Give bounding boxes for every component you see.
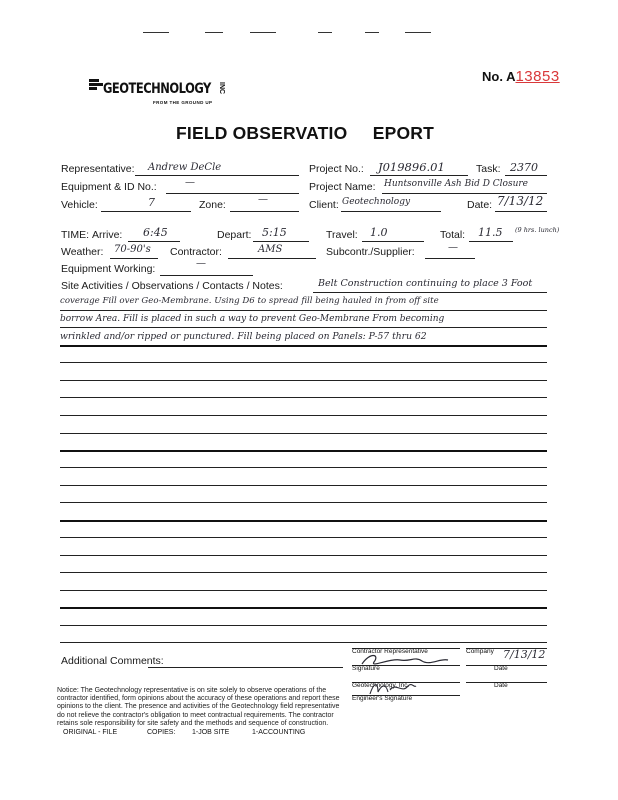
scan-mark bbox=[250, 32, 276, 33]
form-number-value: 13853 bbox=[515, 68, 560, 85]
client-line bbox=[341, 211, 441, 212]
equipment-working-label: Equipment Working: bbox=[61, 263, 156, 275]
ruled-line bbox=[60, 415, 547, 416]
logo-mark-icon bbox=[88, 78, 104, 92]
task-line bbox=[505, 175, 547, 176]
site-activities-label: Site Activities / Observations / Contacts / Notes: bbox=[61, 280, 283, 292]
ruled-line bbox=[60, 327, 547, 328]
ruled-line bbox=[60, 572, 547, 573]
ruled-line bbox=[60, 502, 547, 503]
notice-text: Notice: The Geotechnology representative is on site solely to observe operations of the contractor identified, form opinions about the accuracy of these operations and report these opinions to the client. The presence and activities of the Geotechnology field representative do not relieve the contractor's obligation to meet contractual requirements. The contractor retains sole responsibility for site safety and the methods and sequence of construction. bbox=[57, 687, 340, 727]
company-logo bbox=[88, 78, 238, 114]
ruled-line bbox=[60, 310, 547, 311]
copies-label: COPIES: bbox=[147, 729, 176, 736]
ruled-line bbox=[60, 433, 547, 434]
project-name-value: Huntsonville Ash Bid D Closure bbox=[384, 179, 528, 189]
total-note: (9 hrs. lunch) bbox=[515, 226, 560, 234]
vehicle-line bbox=[101, 211, 191, 212]
task-value: 2370 bbox=[510, 161, 538, 174]
ruled-line bbox=[60, 555, 547, 556]
depart-value: 5:15 bbox=[262, 226, 287, 239]
weather-value: 70-90's bbox=[114, 244, 151, 255]
vehicle-value: 7 bbox=[148, 196, 155, 209]
additional-comments-line bbox=[148, 667, 343, 668]
page-title: FIELD OBSERVATIO EPORT bbox=[176, 123, 435, 143]
zone-label: Zone: bbox=[199, 199, 226, 211]
vehicle-label: Vehicle: bbox=[61, 199, 98, 211]
depart-line bbox=[253, 241, 309, 242]
date-label: Date: bbox=[467, 199, 493, 211]
representative-line bbox=[135, 175, 299, 176]
additional-comments-label: Additional Comments: bbox=[61, 655, 164, 667]
zone-value: — bbox=[258, 194, 268, 205]
notes-line-1: Belt Construction continuing to place 3 Foot bbox=[318, 278, 533, 289]
equipment-working-value: — bbox=[196, 258, 206, 269]
subcontr-label: Subcontr./Supplier: bbox=[326, 246, 415, 258]
total-label: Total: bbox=[440, 229, 466, 241]
date-label-2: Date bbox=[494, 682, 508, 689]
depart-label: Depart: bbox=[217, 229, 252, 241]
subcontr-value: — bbox=[448, 242, 458, 253]
contractor-value: AMS bbox=[258, 244, 283, 255]
scan-mark bbox=[205, 32, 223, 33]
notes-line-2: coverage Fill over Geo-Membrane. Using D6 to spread fill being hauled in from off site bbox=[60, 296, 439, 306]
ruled-line bbox=[60, 607, 547, 609]
scan-mark bbox=[365, 32, 379, 33]
ruled-line bbox=[60, 537, 547, 538]
company-label: Company bbox=[466, 648, 494, 655]
travel-label: Travel: bbox=[326, 229, 358, 241]
company-tagline: FROM THE GROUND UP bbox=[153, 100, 213, 105]
ruled-line bbox=[60, 625, 547, 626]
company-name: GEOTECHNOLOGY bbox=[103, 81, 211, 97]
ruled-line bbox=[60, 380, 547, 381]
notes-line-3: borrow Area. Fill is placed in such a way to prevent Geo-Membrane From becoming bbox=[60, 314, 445, 324]
zone-line bbox=[230, 211, 299, 212]
arrive-line bbox=[128, 241, 180, 242]
ruled-line bbox=[60, 467, 547, 468]
company-suffix: INC bbox=[218, 82, 225, 95]
equipment-line bbox=[166, 193, 299, 194]
arrive-value: 6:45 bbox=[143, 226, 168, 239]
notes-line-4: wrinkled and/or ripped or punctured. Fill being placed on Panels: P-57 thru 62 bbox=[60, 331, 427, 342]
time-label: TIME: bbox=[61, 229, 89, 241]
travel-line bbox=[362, 241, 424, 242]
equipment-label: Equipment & ID No.: bbox=[61, 181, 157, 193]
copy-job-site: 1-JOB SITE bbox=[192, 729, 230, 736]
geotech-label: Geotechnology, Inc. bbox=[352, 682, 410, 689]
scan-mark bbox=[318, 32, 332, 33]
equipment-working-line bbox=[160, 275, 253, 276]
ruled-line bbox=[60, 642, 547, 643]
project-no-line bbox=[370, 175, 468, 176]
signature-date-value: 7/13/12 bbox=[503, 648, 546, 661]
weather-line bbox=[110, 258, 158, 259]
subcontr-line bbox=[425, 258, 475, 259]
form-number bbox=[482, 68, 560, 86]
date-line bbox=[495, 211, 547, 212]
engineer-signature-label: Engineer's Signature bbox=[352, 695, 413, 702]
project-no-label: Project No.: bbox=[309, 163, 364, 175]
project-name-label: Project Name: bbox=[309, 181, 376, 193]
total-value: 11.5 bbox=[478, 226, 503, 239]
date-value: 7/13/12 bbox=[497, 194, 544, 208]
ruled-line bbox=[60, 397, 547, 398]
representative-label: Representative: bbox=[61, 163, 135, 175]
project-no-value: J019896.01 bbox=[378, 160, 445, 174]
client-value: Geotechnology bbox=[342, 197, 411, 207]
client-label: Client: bbox=[309, 199, 339, 211]
scan-mark bbox=[143, 32, 169, 33]
total-line bbox=[469, 241, 513, 242]
contractor-label: Contractor: bbox=[170, 246, 222, 258]
ruled-line bbox=[60, 485, 547, 486]
arrive-label: Arrive: bbox=[92, 229, 123, 241]
representative-value: Andrew DeCle bbox=[148, 162, 222, 173]
date-label-1: Date bbox=[494, 665, 508, 672]
contractor-line bbox=[228, 258, 316, 259]
copy-accounting: 1-ACCOUNTING bbox=[252, 729, 306, 736]
form-number-label: No. A bbox=[482, 69, 516, 84]
ruled-line bbox=[60, 345, 547, 347]
ruled-line bbox=[60, 450, 547, 452]
scan-mark bbox=[405, 32, 431, 33]
task-label: Task: bbox=[476, 163, 501, 175]
ruled-line bbox=[60, 520, 547, 522]
equipment-value: — bbox=[185, 177, 195, 188]
ruled-line bbox=[60, 590, 547, 591]
original-file-label: ORIGINAL - FILE bbox=[63, 729, 118, 736]
site-activities-line bbox=[313, 292, 547, 293]
weather-label: Weather: bbox=[61, 246, 104, 258]
ruled-line bbox=[60, 362, 547, 363]
travel-value: 1.0 bbox=[370, 226, 388, 239]
contractor-rep-label: Contractor Representative bbox=[352, 648, 428, 655]
signature-label: Signature bbox=[352, 665, 380, 672]
